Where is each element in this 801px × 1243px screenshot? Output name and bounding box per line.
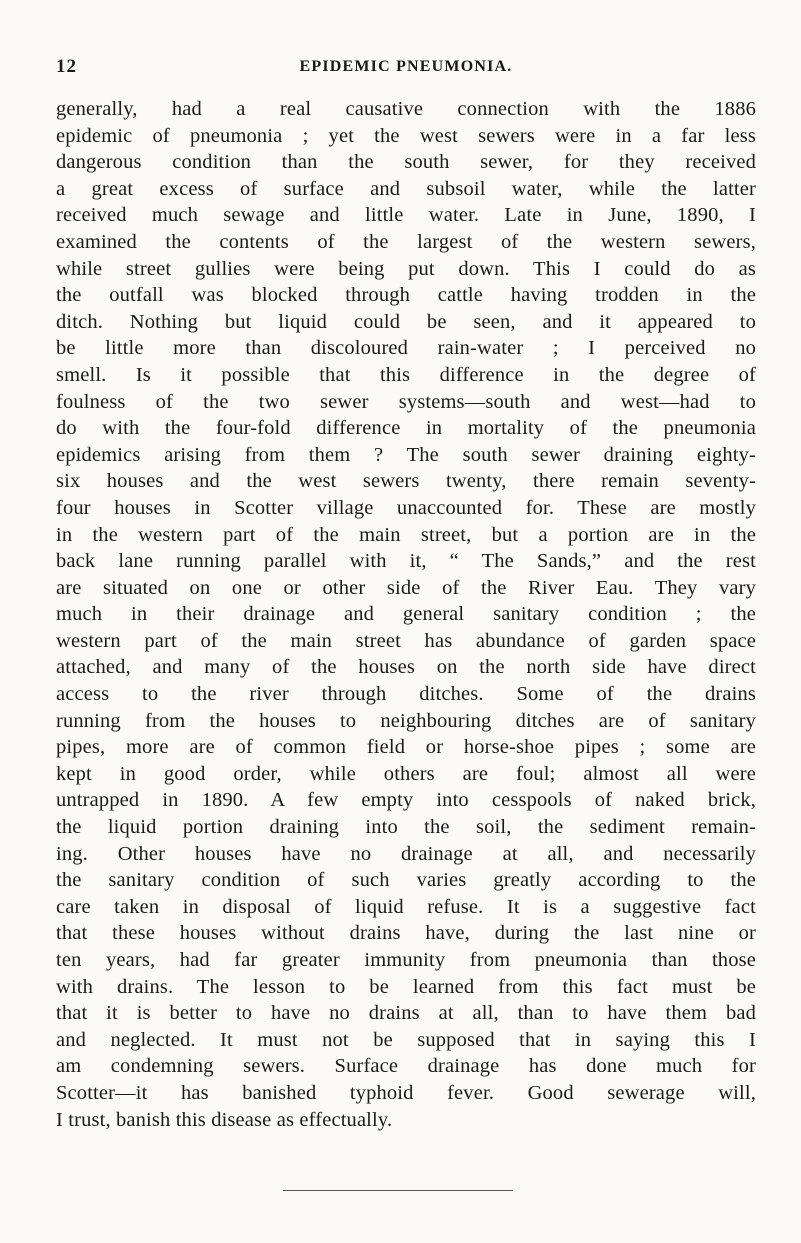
text-line: be little more than discoloured rain-water ; I perceived no bbox=[56, 337, 756, 360]
text-line: a great excess of surface and subsoil water, while the latter bbox=[56, 177, 756, 200]
text-line: six houses and the west sewers twenty, there remain seventy- bbox=[56, 470, 756, 493]
text-line: smell. Is it possible that this difference in the degree of bbox=[56, 363, 756, 386]
text-line: foulness of the two sewer systems—south and west—had to bbox=[56, 390, 756, 413]
text-line: kept in good order, while others are foul; almost all were bbox=[56, 762, 756, 785]
text-line: are situated on one or other side of the River Eau. They vary bbox=[56, 576, 756, 599]
text-line: am condemning sewers. Surface drainage has done much for bbox=[56, 1055, 756, 1078]
text-line: dangerous condition than the south sewer, for they received bbox=[56, 151, 756, 174]
text-line: I trust, banish this disease as effectually. bbox=[56, 1108, 393, 1131]
page-number: 12 bbox=[56, 56, 77, 77]
text-line: care taken in disposal of liquid refuse. It is a suggestive fact bbox=[56, 895, 756, 918]
text-line: examined the contents of the largest of the western sewers, bbox=[56, 230, 756, 253]
text-line: generally, had a real causative connection with the 1886 bbox=[56, 98, 756, 120]
text-line: in the western part of the main street, but a portion are in the bbox=[56, 523, 756, 546]
text-line: and neglected. It must not be supposed that in saying this I bbox=[56, 1028, 756, 1051]
page-header bbox=[56, 56, 756, 88]
body-text bbox=[56, 96, 756, 1133]
text-line: Scotter—it has banished typhoid fever. Good sewerage will, bbox=[56, 1081, 756, 1104]
text-line: running from the houses to neighbouring ditches are of sanitary bbox=[56, 709, 756, 732]
text-line: ing. Other houses have no drainage at all, and necessarily bbox=[56, 842, 756, 865]
text-line: the liquid portion draining into the soil, the sediment remain- bbox=[56, 816, 756, 839]
text-line: received much sewage and little water. Late in June, 1890, I bbox=[56, 204, 756, 227]
text-line: ten years, had far greater immunity from pneumonia than those bbox=[56, 949, 756, 971]
text-line: the outfall was blocked through cattle having trodden in the bbox=[56, 284, 756, 307]
page-content bbox=[56, 56, 756, 1133]
text-line: ditch. Nothing but liquid could be seen, and it appeared to bbox=[56, 310, 756, 333]
text-line: untrapped in 1890. A few empty into cesspools of naked brick, bbox=[56, 789, 756, 812]
text-line: with drains. The lesson to be learned from this fact must be bbox=[56, 975, 756, 998]
text-line: much in their drainage and general sanitary condition ; the bbox=[56, 603, 756, 626]
text-line: while street gullies were being put down. This I could do as bbox=[56, 257, 756, 280]
text-line: do with the four-fold difference in mortality of the pneumonia bbox=[56, 417, 756, 440]
footer-rule bbox=[283, 1190, 513, 1191]
text-line: access to the river through ditches. Some of the drains bbox=[56, 683, 756, 706]
text-line: that these houses without drains have, during the last nine or bbox=[56, 922, 756, 945]
text-line: pipes, more are of common field or horse-shoe pipes ; some are bbox=[56, 736, 756, 759]
text-line: attached, and many of the houses on the north side have direct bbox=[56, 656, 756, 679]
text-line: epidemics arising from them ? The south sewer draining eighty- bbox=[56, 443, 756, 466]
text-line: back lane running parallel with it, “ The Sands,” and the rest bbox=[56, 550, 756, 573]
text-line: western part of the main street has abundance of garden space bbox=[56, 629, 756, 652]
running-head: EPIDEMIC PNEUMONIA. bbox=[299, 58, 513, 75]
text-line: epidemic of pneumonia ; yet the west sewers were in a far less bbox=[56, 124, 756, 147]
text-line: the sanitary condition of such varies greatly according to the bbox=[56, 869, 756, 892]
text-line: that it is better to have no drains at all, than to have them bad bbox=[56, 1002, 756, 1025]
text-line: four houses in Scotter village unaccounted for. These are mostly bbox=[56, 496, 756, 519]
